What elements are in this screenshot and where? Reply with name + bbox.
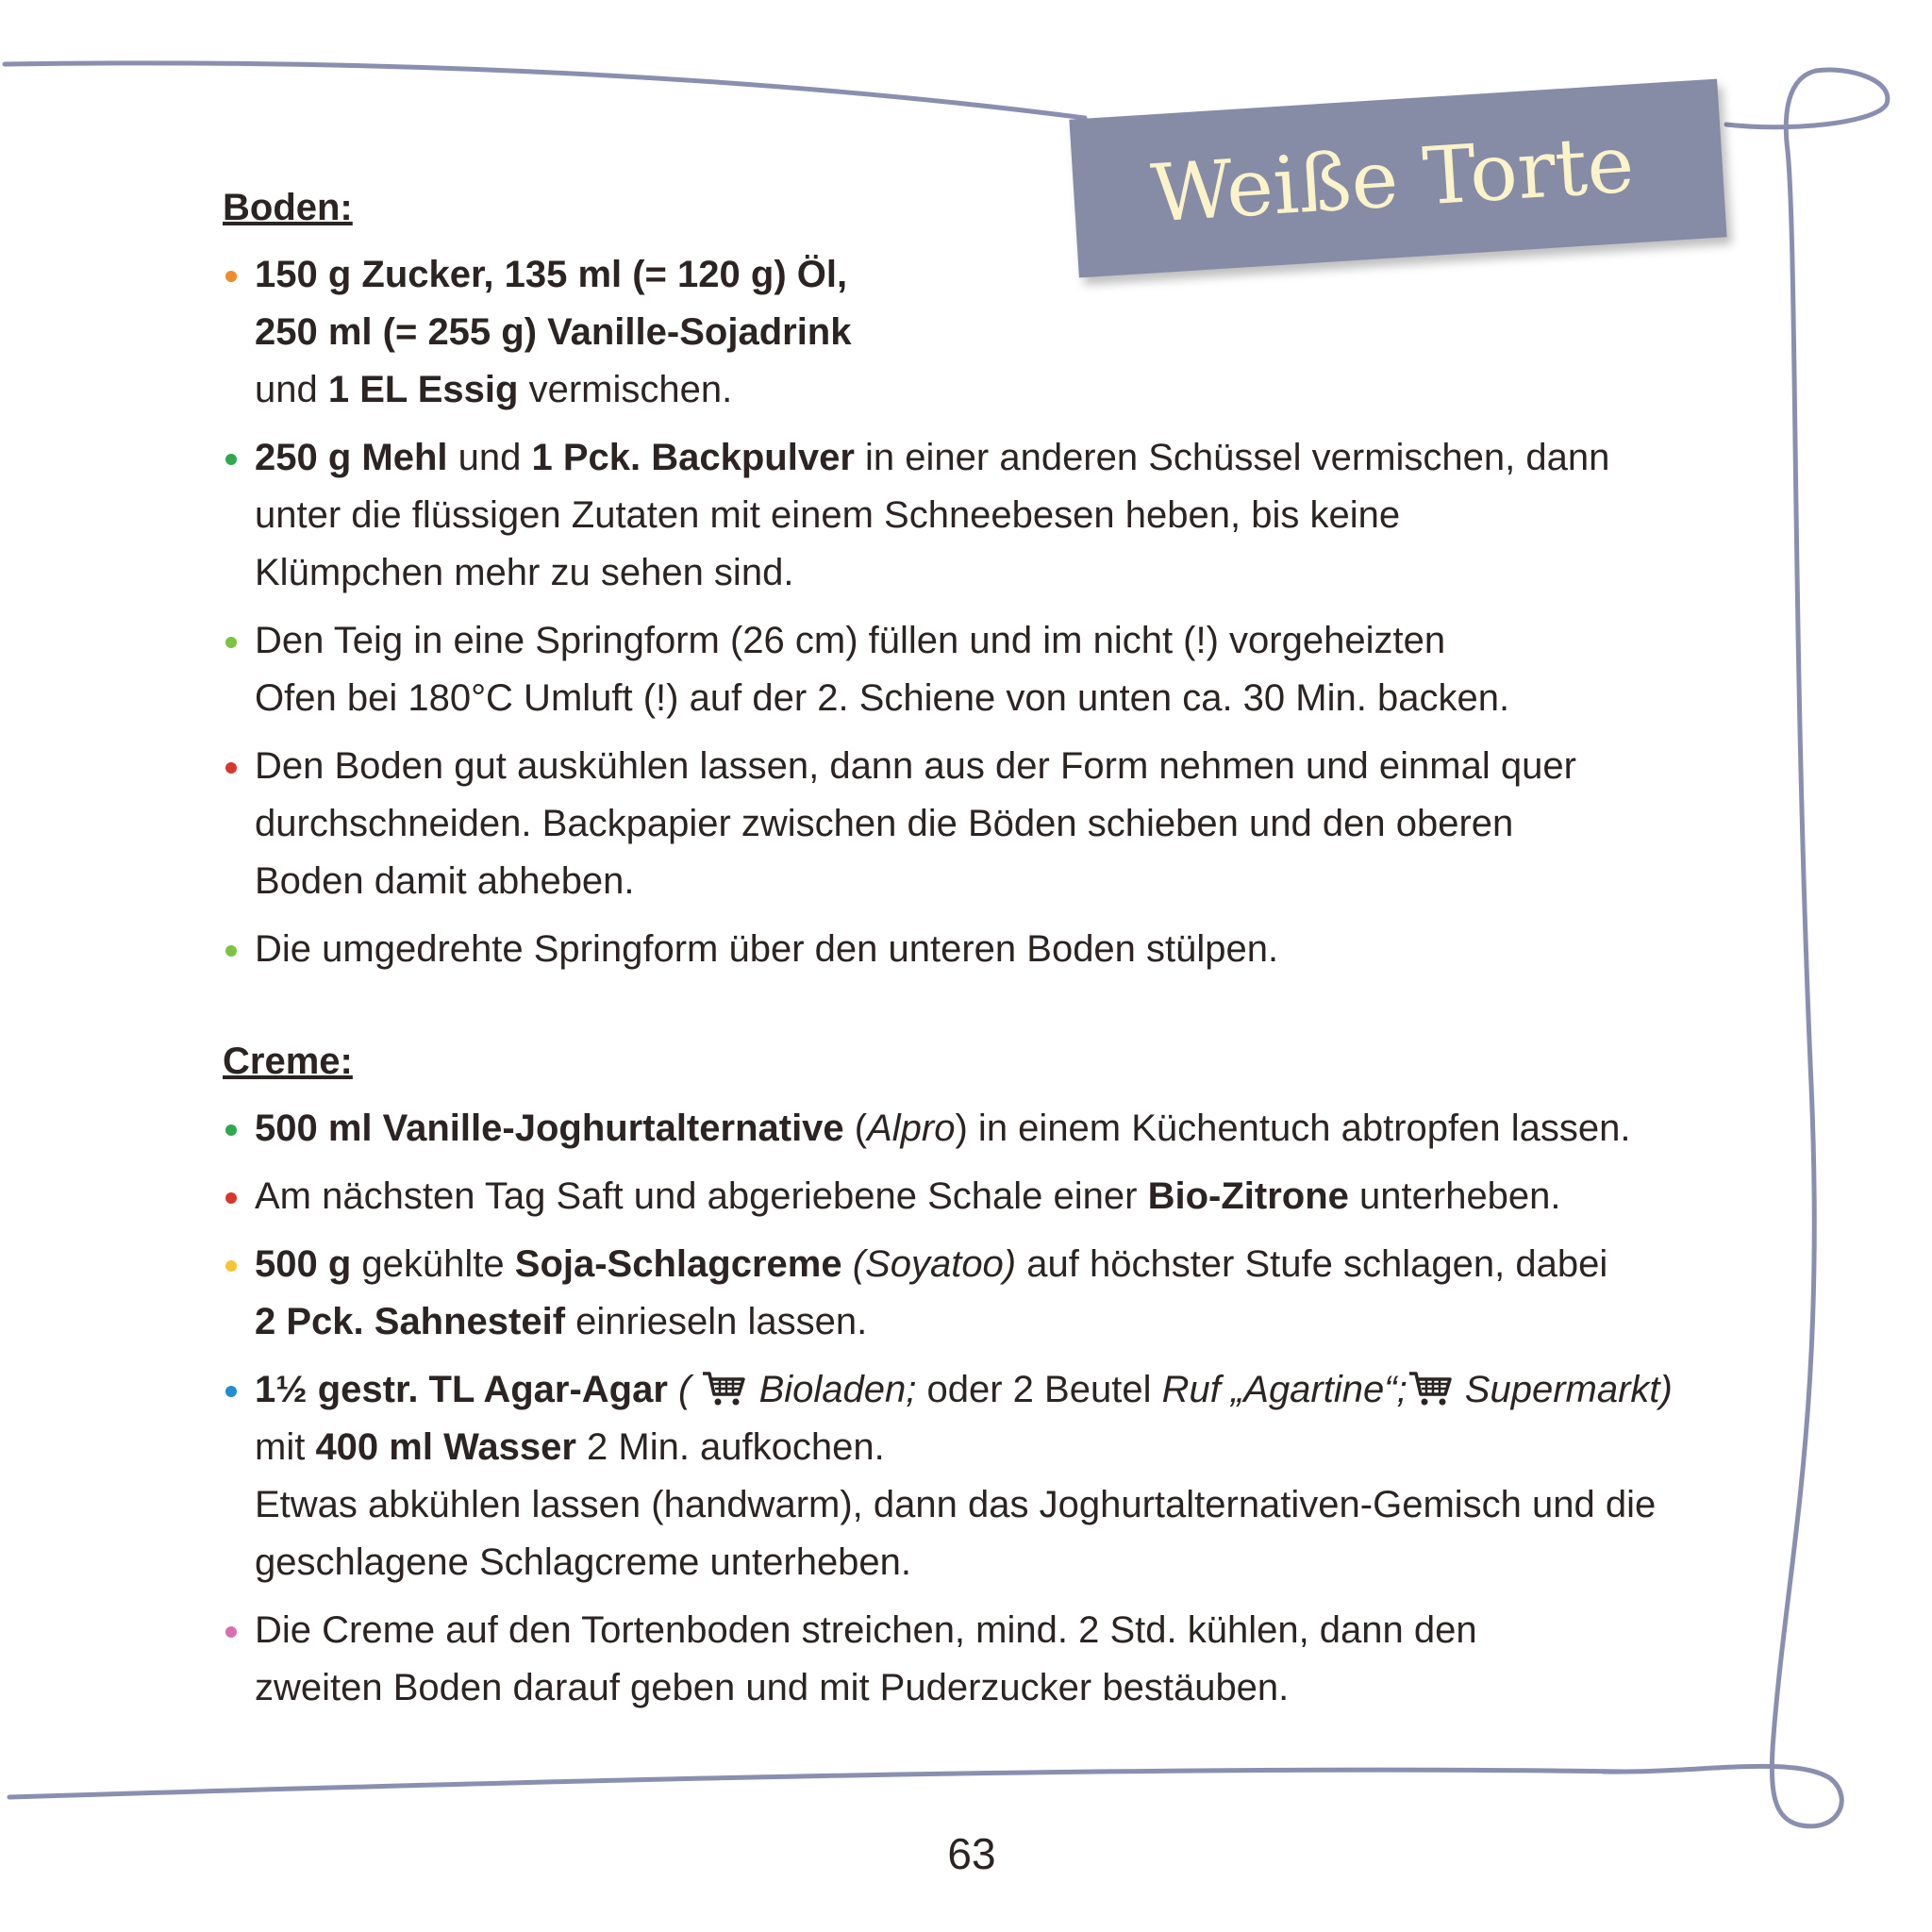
brand-text: (Soyatoo) <box>841 1243 1017 1285</box>
list-item <box>223 1100 1855 1158</box>
ingredient-text: 500 g <box>255 1243 352 1285</box>
step-text: Die umgedrehte Springform über den unteren Boden stülpen. <box>255 928 1279 970</box>
ingredient-text: 500 ml Vanille-Joghurtalternative <box>255 1108 844 1149</box>
ingredient-text: 2 Pck. Sahnesteif <box>255 1301 566 1342</box>
list-item <box>223 738 1855 910</box>
step-text: in einer anderen Schüssel vermischen, dann <box>854 437 1610 478</box>
bullet-green <box>225 454 237 465</box>
step-text: vermischen. <box>518 369 733 410</box>
step-text: Etwas abkühlen lassen (handwarm), dann das Joghurtalternativen-Gemisch und die <box>255 1484 1657 1525</box>
page-title: Weiße Torte <box>1148 117 1637 241</box>
bullet-lightgreen <box>225 637 237 648</box>
shop-text: Supermarkt) <box>1454 1369 1673 1410</box>
bullet-red <box>225 762 237 774</box>
paren-text: ( <box>667 1369 702 1410</box>
step-text: gekühlte <box>351 1243 515 1285</box>
step-text: zweiten Boden darauf geben und mit Puderzucker bestäuben. <box>255 1667 1290 1708</box>
list-item <box>223 921 1855 978</box>
list-item <box>223 1168 1855 1225</box>
step-text: geschlagene Schlagcreme unterheben. <box>255 1541 912 1583</box>
shopping-cart-icon <box>1407 1370 1455 1407</box>
ingredient-text: 150 g Zucker, 135 ml (= 120 g) Öl, <box>255 254 848 295</box>
step-text: unterheben. <box>1348 1175 1561 1217</box>
step-text: oder 2 Beutel <box>916 1369 1162 1410</box>
list-item <box>223 1236 1855 1351</box>
step-text: einrieseln lassen. <box>565 1301 868 1342</box>
step-text: Boden damit abheben. <box>255 860 635 902</box>
shop-text: Bioladen; <box>748 1369 917 1410</box>
step-text: mit <box>255 1426 316 1468</box>
step-text: Ofen bei 180°C Umluft (!) auf der 2. Schiene von unten ca. 30 Min. backen. <box>255 677 1510 719</box>
section-heading-creme: Creme: <box>223 1041 353 1082</box>
bullet-lightgreen <box>225 945 237 957</box>
ingredient-text: 1½ gestr. TL Agar-Agar <box>255 1369 668 1410</box>
frame-bottom-line <box>9 1770 1623 1797</box>
step-text: auf höchster Stufe schlagen, dabei <box>1016 1243 1608 1285</box>
ingredient-text: 250 ml (= 255 g) Vanille-Sojadrink <box>255 311 852 353</box>
ingredient-text: 400 ml Wasser <box>315 1426 576 1468</box>
bullet-green <box>225 1124 237 1136</box>
ingredient-text: Bio-Zitrone <box>1147 1175 1349 1217</box>
step-text: Den Boden gut auskühlen lassen, dann aus der Form nehmen und einmal quer <box>255 745 1576 787</box>
brand-text: Ruf „Agartine“; <box>1161 1369 1407 1410</box>
ingredient-text: 1 Pck. Backpulver <box>531 437 855 478</box>
recipe-content <box>223 179 1855 1717</box>
bullet-orange <box>225 271 237 282</box>
frame-top-line <box>5 63 1085 118</box>
ingredient-text: 1 EL Essig <box>327 369 519 410</box>
step-text: ( <box>843 1108 868 1149</box>
list-item <box>223 1602 1855 1717</box>
page-number: 63 <box>947 1829 996 1878</box>
bullet-blue <box>225 1386 237 1397</box>
step-text: 2 Min. aufkochen. <box>575 1426 885 1468</box>
ingredient-text: Soja-Schlagcreme <box>514 1243 842 1285</box>
list-item <box>223 246 1855 419</box>
step-text: Den Teig in eine Springform (26 cm) füllen und im nicht (!) vorgeheizten <box>255 620 1446 661</box>
brand-text: Alpro <box>867 1108 956 1149</box>
step-text: und <box>447 437 532 478</box>
list-item <box>223 1361 1855 1591</box>
section-heading-boden: Boden: <box>223 187 353 228</box>
list-item <box>223 429 1855 602</box>
step-text: ) in einem Küchentuch abtropfen lassen. <box>955 1108 1631 1149</box>
step-text: Die Creme auf den Tortenboden streichen, mind. 2 Std. kühlen, dann den <box>255 1609 1477 1651</box>
step-text: Klümpchen mehr zu sehen sind. <box>255 552 794 593</box>
step-text: Am nächsten Tag Saft und abgeriebene Schale einer <box>255 1175 1148 1217</box>
bullet-pink <box>225 1626 237 1638</box>
step-text: unter die flüssigen Zutaten mit einem Schneebesen heben, bis keine <box>255 494 1401 536</box>
bullet-red <box>225 1192 237 1204</box>
shopping-cart-icon <box>701 1370 748 1407</box>
ingredient-text: 250 g Mehl <box>255 437 448 478</box>
bullet-yellow <box>225 1260 237 1272</box>
step-text: und <box>255 369 328 410</box>
step-text: durchschneiden. Backpapier zwischen die Böden schieben und den oberen <box>255 803 1514 844</box>
list-item <box>223 612 1855 727</box>
